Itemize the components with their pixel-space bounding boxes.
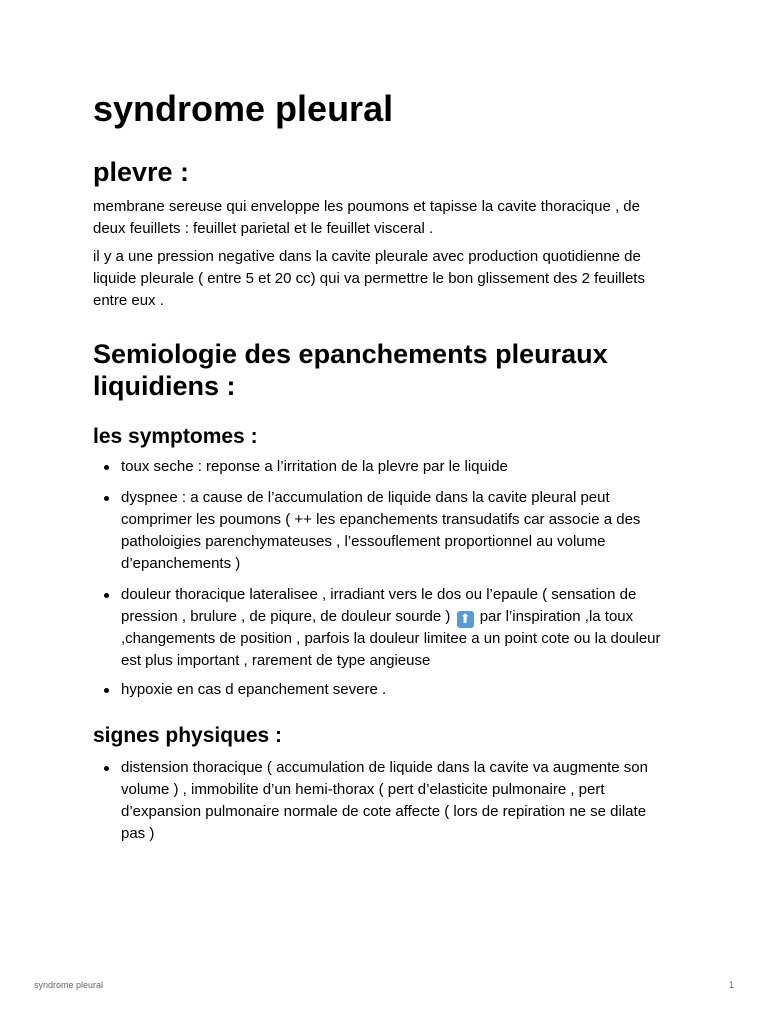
list-item-hypoxie: hypoxie en cas d epanchement severe . <box>121 679 673 701</box>
list-item-douleur <box>121 584 673 672</box>
footer-document-title: syndrome pleural <box>34 980 104 990</box>
subsection-heading-signes: signes physiques : <box>93 724 283 747</box>
subsection-heading-symptomes: les symptomes : <box>93 425 258 448</box>
section-heading-plevre: plevre : <box>93 157 190 187</box>
signes-list <box>93 757 673 845</box>
up-arrow-icon: ⬆ <box>457 611 474 628</box>
section-heading-semiologie: Semiologie des epanchements pleuraux liquidiens : <box>93 339 608 401</box>
document-title: syndrome pleural <box>93 88 394 129</box>
douleur-text-before: douleur thoracique lateralisee , irradiant vers le dos ou l’epaule ( sensation de pression , brulure , de piqure, de douleur sourde ) <box>121 586 637 625</box>
paragraph-plevre-pression: il y a une pression negative dans la cavite pleurale avec production quotidienne de liquide pleurale ( entre 5 et 20 cc) qui va permettre le bon glissement des 2 feuillets entre eux . <box>93 248 645 309</box>
list-item-toux: toux seche : reponse a l’irritation de la plevre par le liquide <box>121 456 673 478</box>
list-item-dyspnee: dyspnee : a cause de l’accumulation de liquide dans la cavite pleural peut comprimer les poumons ( ++ les epanchements transudatifs car associe a des patholoigies parenchymateuses , l’essouflement proportionnel au volume d’epanchements ) <box>121 487 673 575</box>
footer-page-number: 1 <box>728 980 734 990</box>
douleur-text-after: par l’inspiration ,la toux ,changements de position , parfois la douleur limitee a un point cote ou la douleur est plus important , rarement de type angieuse <box>121 608 661 669</box>
symptomes-list <box>93 456 673 701</box>
list-item-distension: distension thoracique ( accumulation de liquide dans la cavite va augmente son volume ) , immobilite d’un hemi-thorax ( pert d’elasticite pulmonaire , pert d’expansion pulmonaire normale de cote affecte ( lors de repiration ne se dilate pas ) <box>121 757 673 845</box>
paragraph-plevre-definition: membrane sereuse qui enveloppe les poumons et tapisse la cavite thoracique , de deux feuillets : feuillet parietal et le feuillet visceral . <box>93 198 640 237</box>
document-body <box>93 86 673 845</box>
